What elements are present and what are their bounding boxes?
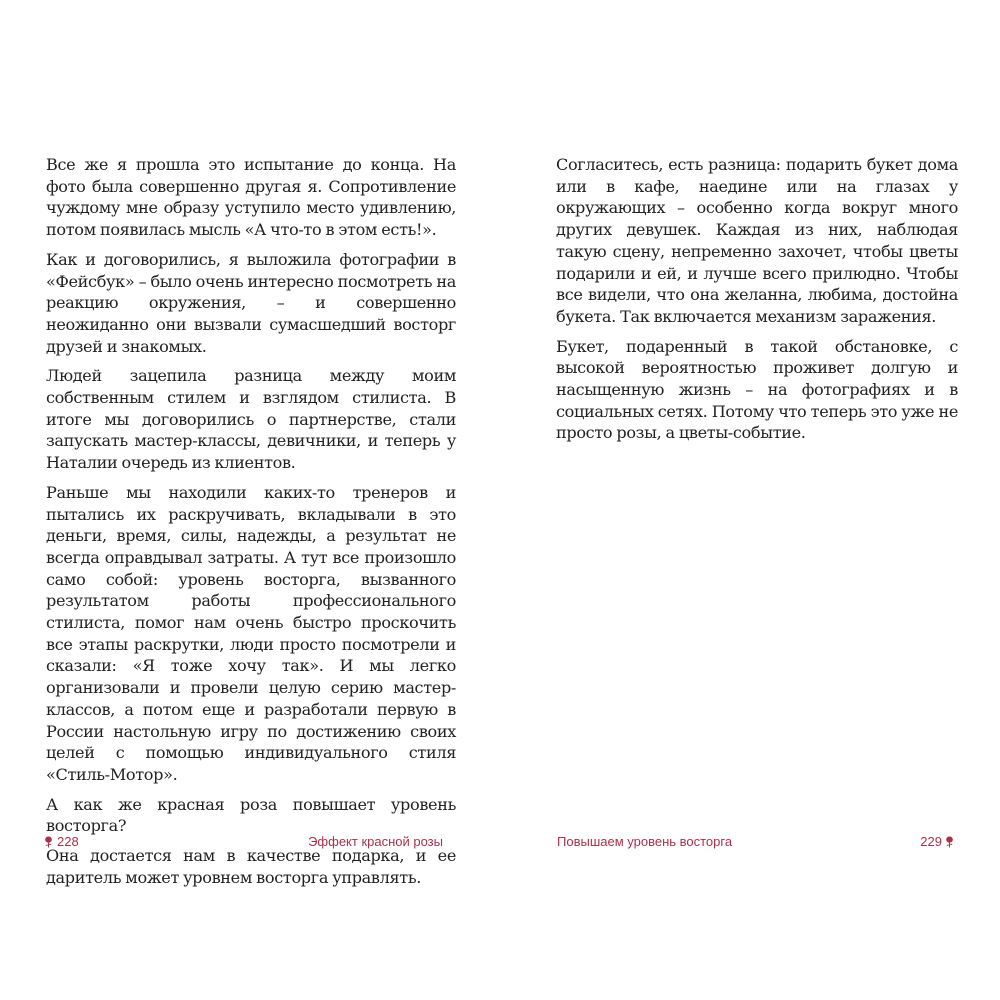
left-running-title: Эффект красной розы xyxy=(308,834,443,849)
right-page-number xyxy=(920,834,954,849)
left-page-body xyxy=(46,154,456,897)
paragraph: Как и договорились, я выложила фотографии в «Фейсбук» – было очень интересно посмотреть на реакцию окружения, – и совершенно неожиданно они вызвали сумасшедший восторг друзей и знакомых. xyxy=(46,249,456,356)
page-number: 229 xyxy=(920,834,942,849)
paragraph: А как же красная роза повышает уровень восторга? xyxy=(46,794,456,836)
page-number: 228 xyxy=(57,834,79,849)
rose-icon xyxy=(945,836,954,848)
paragraph: Людей зацепила разница между моим собственным стилем и взглядом стилиста. В итоге мы договорились о партнерстве, стали запускать мастер-классы, девичники, и теперь у Наталии очередь из клиентов. xyxy=(46,366,456,473)
paragraph: Букет, подаренный в такой обстановке, с высокой вероятностью проживет долгую и насыщенную жизнь – на фотографиях и в социальных сетях. Потому что теперь это уже не просто розы, а цветы-событие. xyxy=(556,336,958,443)
right-running-title: Повышаем уровень восторга xyxy=(557,834,733,849)
paragraph: Раньше мы находили каких-то тренеров и пытались их раскручивать, вкладывали в это деньги, время, силы, надежды, а результат не всегда оправдывал затраты. А тут все произошло само собой: уровень восторга, вызванного результатом работы профессионального стилиста, помог нам очень быстро проскочить все этапы раскрутки, люди просто посмотрели и сказали: «Я тоже хочу так». И мы легко организовали и провели целую серию мастер-классов, а потом еще и разработали первую в России настольную игру по достижению своих целей с помощью индивидуального стиля «Стиль-Мотор». xyxy=(46,482,456,784)
paragraph: Она достается нам в качестве подарка, и ее даритель может уровнем восторга управлять. xyxy=(46,846,456,887)
paragraph: Все же я прошла это испытание до конца. На фото была совершенно другая я. Сопротивление чуждому мне образу уступило место удивлению, потом появилась мысль «А что-то в этом есть!». xyxy=(46,155,456,240)
left-page-number xyxy=(44,834,79,849)
paragraph: Согласитесь, есть разница: подарить букет дома или в кафе, наедине или на глазах у окружающих – особенно когда вокруг много других девушек. Каждая из них, наблюдая такую сцену, непременно захочет, чтобы цветы подарили и ей, и лучше всего прилюдно. Чтобы все видели, что она желанна, любима, достойна букета. Так включается механизм заражения. xyxy=(556,155,958,326)
rose-icon xyxy=(44,836,53,848)
right-page-body xyxy=(556,154,958,452)
